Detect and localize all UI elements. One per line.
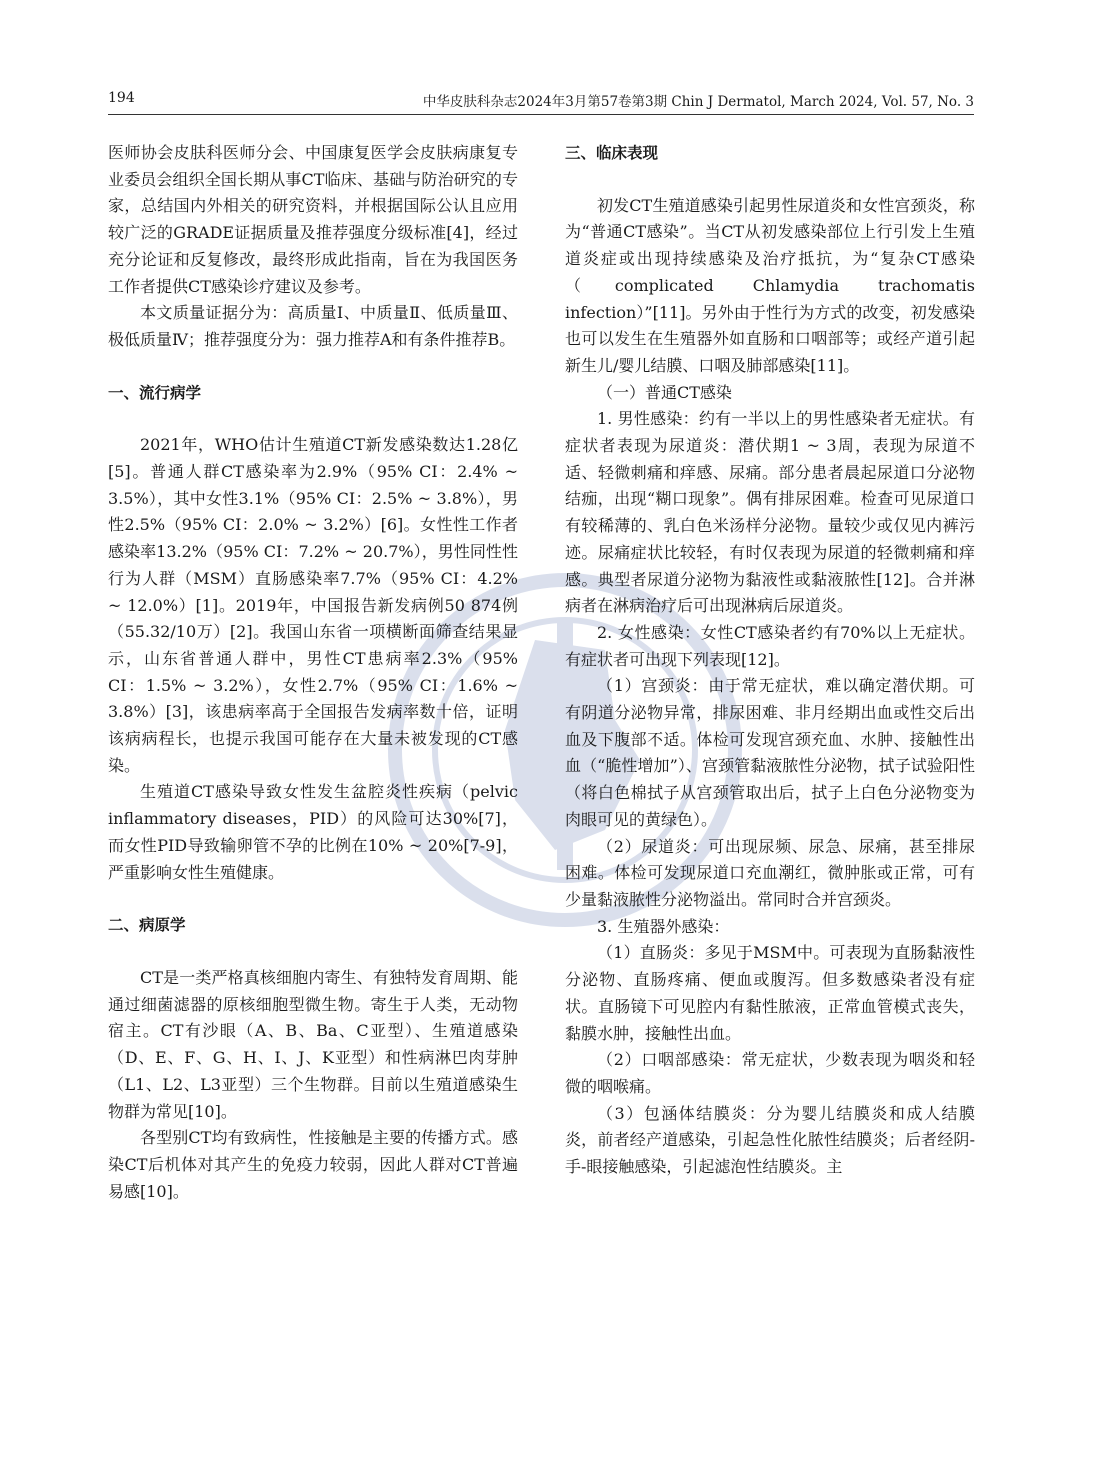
inclusion-conjunctivitis-paragraph: （3）包涵体结膜炎：分为婴儿结膜炎和成人结膜炎，前者经产道感染，引起急性化脓性结膜炎；后者经阴-手-眼接触感染，引起滤泡性结膜炎。主	[565, 1103, 975, 1177]
extragenital-heading: 3. 生殖器外感染：	[597, 916, 730, 936]
subheading-common-infection: （一）普通CT感染	[597, 382, 732, 402]
left-column	[108, 140, 518, 1205]
intro-paragraph-1: 医师协会皮肤科医师分会、中国康复医学会皮肤病康复专业委员会组织全国长期从事CT临床、基础与防治研究的专家，总结国内外相关的研究资料，并根据国际公认且应用较广泛的GRADE证据质量及推荐强度分级标准[4]，经过充分论证和反复修改，最终形成此指南，旨在为我国医务工作者提供CT感染诊疗建议及参考。	[108, 143, 518, 296]
section-heading-epidemiology: 一、流行病学	[108, 383, 202, 402]
cervicitis-paragraph: （1）宫颈炎：由于常无症状，难以确定潜伏期。可有阴道分泌物异常，排尿困难、非月经期出血或性交后出血及下腹部不适。体检可发现宫颈充血、水肿、接触性出血（“脆性增加”）、宫颈管黏液脓性分泌物，拭子试验阳性（将白色棉拭子从宫颈管取出后，拭子上白色分泌物变为肉眼可见的黄绿色）。	[565, 676, 975, 829]
urethritis-paragraph: （2）尿道炎：可出现尿频、尿急、尿痛，甚至排尿困难。体检可发现尿道口充血潮红，微肿胀或正常，可有少量黏液脓性分泌物溢出。常同时合并宫颈炎。	[565, 836, 975, 909]
epidemiology-paragraph-2: 生殖道CT感染导致女性发生盆腔炎性疾病（pelvic inflammatory diseases，PID）的风险可达30%[7]，而女性PID导致输卵管不孕的比例在10% ~ 20%[7-9]，严重影响女性生殖健康。	[108, 782, 518, 882]
right-column	[565, 140, 975, 1181]
male-infection-paragraph: 1. 男性感染：约有一半以上的男性感染者无症状。有症状者表现为尿道炎：潜伏期1 ~ 3周，表现为尿道不适、轻微刺痛和痒感、尿痛。部分患者晨起尿道口分泌物结痂，出现“糊口现象”。偶有排尿困难。检查可见尿道口有较稀薄的、乳白色米汤样分泌物。量较少或仅见内裤污迹。尿痛症状比较轻，有时仅表现为尿道的轻微刺痛和痒感。典型者尿道分泌物为黏液性或黏液脓性[12]。合并淋病者在淋病治疗后可出现淋病后尿道炎。	[565, 409, 975, 616]
running-header	[108, 88, 974, 115]
section-heading-etiology: 二、病原学	[108, 916, 186, 935]
clinical-paragraph-1: 初发CT生殖道感染引起男性尿道炎和女性宫颈炎，称为“普通CT感染”。当CT从初发感染部位上行引发上生殖道炎症或出现持续感染及治疗抵抗，为“复杂CT感染（complicated Chlamydia trachomatis infection）”[11]。另外由于性行为方式的改变，初发感染也可以发生在生殖器外如直肠和口咽部等；或经产道引起新生儿/婴儿结膜、口咽及肺部感染[11]。	[565, 195, 975, 375]
etiology-paragraph-1: CT是一类严格真核细胞内寄生、有独特发育周期、能通过细菌滤器的原核细胞型微生物。寄生于人类，无动物宿主。CT有沙眼（A、B、Ba、C亚型）、生殖道感染（D、E、F、G、H、I、J、K亚型）和性病淋巴肉芽肿（L1、L2、L3亚型）三个生物群。目前以生殖道感染生物群为常见[10]。	[108, 967, 518, 1121]
epidemiology-paragraph-1: 2021年，WHO估计生殖道CT新发感染数达1.28亿[5]。普通人群CT感染率为2.9%（95% CI：2.4% ~ 3.5%），其中女性3.1%（95% CI：2.5% ~ 3.8%），男性2.5%（95% CI：2.0% ~ 3.2%）[6]。女性性工作者感染率13.2%（95% CI：7.2% ~ 20.7%），男性同性性行为人群（MSM）直肠感染率7.7%（95% CI：4.2% ~ 12.0%）[1]。2019年，中国报告新发病例50 874例（55.32/10万）[2]。我国山东省一项横断面筛查结果显示，山东省普通人群中，男性CT患病率2.3%（95% CI：1.5% ~ 3.2%），女性2.7%（95% CI：1.6% ~ 3.8%）[3]，该患病率高于全国报告发病率数十倍，证明该病病程长，也提示我国可能存在大量未被发现的CT感染。	[108, 435, 518, 775]
intro-paragraph-2: 本文质量证据分为：高质量Ⅰ、中质量Ⅱ、低质量Ⅲ、极低质量Ⅳ；推荐强度分为：强力推荐A和有条件推荐B。	[108, 303, 518, 349]
oropharynx-paragraph: （2）口咽部感染：常无症状，少数表现为咽炎和轻微的咽喉痛。	[565, 1050, 975, 1096]
page-number: 194	[108, 90, 135, 106]
female-infection-paragraph: 2. 女性感染：女性CT感染者约有70%以上无症状。有症状者可出现下列表现[12]。	[565, 622, 975, 669]
proctitis-paragraph: （1）直肠炎：多见于MSM中。可表现为直肠黏液性分泌物、直肠疼痛、便血或腹泻。但多数感染者没有症状。直肠镜下可见腔内有黏性脓液，正常血管模式丧失，黏膜水肿，接触性出血。	[565, 943, 975, 1043]
section-heading-clinical: 三、临床表现	[565, 144, 659, 162]
etiology-paragraph-2: 各型别CT均有致病性，性接触是主要的传播方式。感染CT后机体对其产生的免疫力较弱，因此人群对CT普遍易感[10]。	[108, 1128, 518, 1201]
journal-citation: 中华皮肤科杂志2024年3月第57卷第3期 Chin J Dermatol, March 2024, Vol. 57, No. 3	[422, 94, 974, 110]
